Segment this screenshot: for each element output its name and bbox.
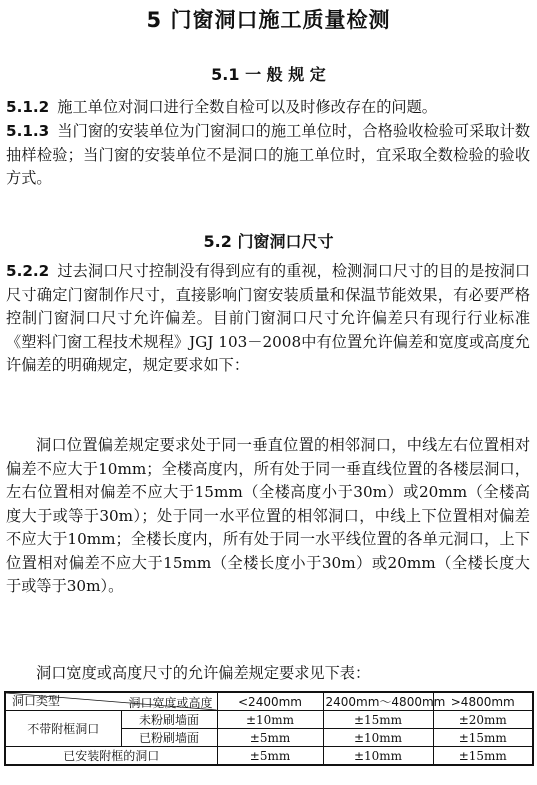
corner-top-label: 洞口宽度或高度 <box>128 696 213 710</box>
table-cell: ±10mm <box>217 711 323 729</box>
position-tolerance-paragraph: 洞口位置偏差规定要求处于同一垂直位置的相邻洞口，中线左右位置相对偏差不应大于10mm；全楼高度内，所有处于同一垂直线位置的各楼层洞口，左右位置相对偏差不应大于15mm（全楼高度小于30m）或20mm（全楼高度大于或等于30m）；处于同一水平位置的相邻洞口，中线上下位置相对偏差不应大于10mm；全楼长度内，所有处于同一水平线位置的各单元洞口，上下位置相对偏差不应大于15mm（全楼长度小于30m）或20mm（全楼长度大于或等于30m）。 <box>6 436 530 595</box>
row-label: 已粉刷墙面 <box>121 729 217 747</box>
clause-text: 当门窗的安装单位为门窗洞口的施工单位时，合格验收检验可采取计数抽样检验；当门窗的安装单位不是洞口的施工单位时，宜采取全数检验的验收方式。 <box>6 122 530 187</box>
clause-5-1-2 <box>6 96 530 120</box>
chapter-title: 5 门窗洞口施工质量检测 <box>146 8 391 32</box>
clause-text: 过去洞口尺寸控制没有得到应有的重视，检测洞口尺寸的目的是按洞口尺寸确定门窗制作尺寸，直接影响门窗安装质量和保温节能效果，有必要严格控制门窗洞口尺寸允许偏差。目前门窗洞口尺寸允许偏差只有现行行业标准《塑料门窗工程技术规程》JGJ 103－2008中有位置允许偏差和宽度或高度允许偏差的明确规定，规定要求如下： <box>6 262 530 374</box>
table-intro-paragraph: 洞口宽度或高度尺寸的允许偏差规定要求见下表： <box>36 664 371 682</box>
clause-text: 施工单位对洞口进行全数自检可以及时修改存在的问题。 <box>57 98 437 116</box>
table-cell: ±5mm <box>217 747 323 766</box>
section-heading-5-1: 5.1 一 般 规 定 <box>211 65 326 84</box>
table-cell: ±10mm <box>323 747 433 766</box>
clause-number: 5.1.3 <box>6 122 50 140</box>
corner-bottom-label: 洞口类型 <box>12 694 61 708</box>
table-cell: ±15mm <box>323 711 433 729</box>
row-label: 已安装附框的洞口 <box>5 747 217 766</box>
table-cell: ±10mm <box>323 729 433 747</box>
section-heading-5-2: 5.2 门窗洞口尺寸 <box>203 232 334 251</box>
clause-5-2-2 <box>6 260 530 378</box>
row-label: 未粉刷墙面 <box>121 711 217 729</box>
table-cell: ±15mm <box>433 729 533 747</box>
table-header-row <box>5 692 533 711</box>
clause-number: 5.2.2 <box>6 262 50 280</box>
column-header: <2400mm <box>217 692 323 711</box>
table-corner-cell <box>5 692 217 711</box>
clause-5-1-3 <box>6 120 530 191</box>
column-header: >4800mm <box>433 692 533 711</box>
table-cell: ±5mm <box>217 729 323 747</box>
row-group-label: 不带附框洞口 <box>5 711 121 747</box>
table-row <box>5 711 533 729</box>
column-header: 2400mm～4800mm <box>323 692 433 711</box>
clause-number: 5.1.2 <box>6 98 50 116</box>
tolerance-table <box>4 691 534 766</box>
table-cell: ±20mm <box>433 711 533 729</box>
table-row <box>5 747 533 766</box>
table-cell: ±15mm <box>433 747 533 766</box>
